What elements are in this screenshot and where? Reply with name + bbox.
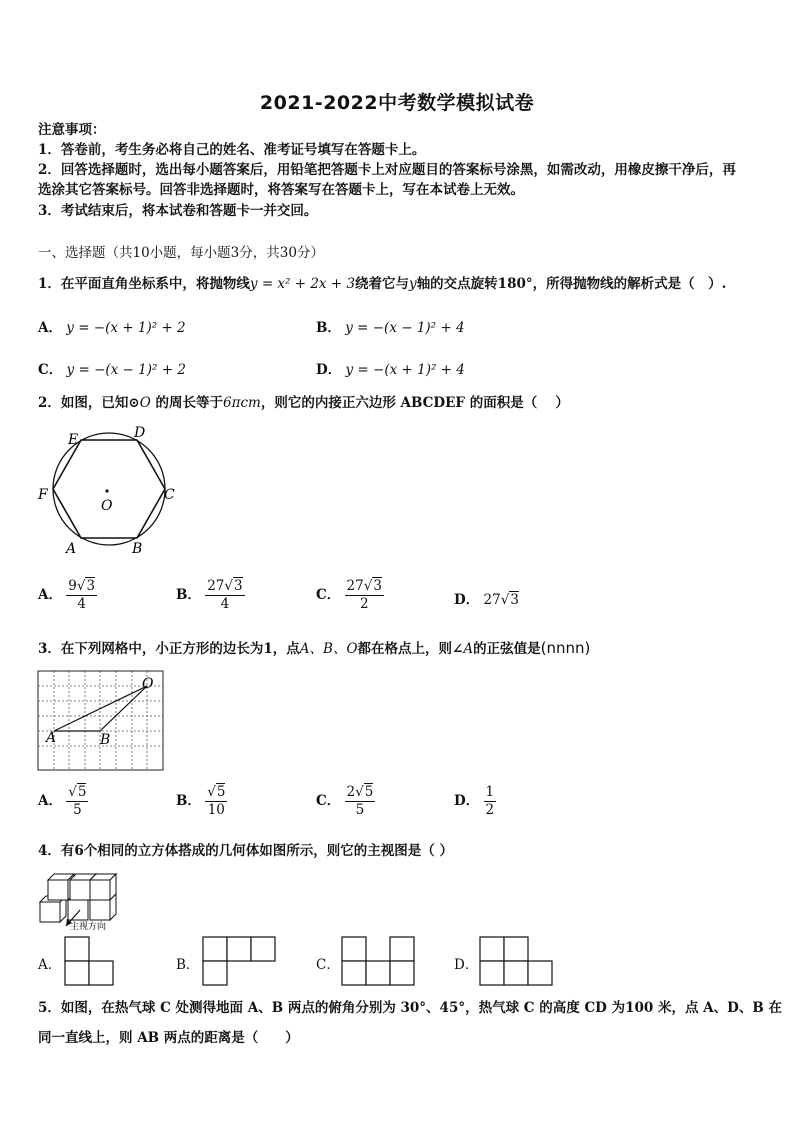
triangle-abo xyxy=(54,686,147,731)
question-5-line-1: 5．如图，在热气球 C 处测得地面 A、B 两点的俯角分别为 30°、45°，热气球 C 的高度 CD 为100 米，点 A、D、B 在 xyxy=(38,1000,782,1016)
center-point xyxy=(105,489,108,492)
notes-heading: 注意事项： xyxy=(38,122,106,138)
q3-option-a[interactable]: A． $\frac{√5}{5}$ xyxy=(38,784,87,818)
q2-option-d[interactable]: D． 27√3 xyxy=(454,592,519,608)
q4-option-a-figure[interactable] xyxy=(64,936,116,986)
q4-option-a-label[interactable]: A． xyxy=(38,957,62,973)
page-title: 2021-2022中考数学模拟试卷 xyxy=(259,92,535,114)
question-1: 1．在平面直角坐标系中，将抛物线y = x² + 2x + 3绕着它与y轴的交点旋转180°，所得抛物线的解析式是（ ）. xyxy=(38,276,727,292)
circle-o xyxy=(53,433,165,545)
section-heading: 一、选择题（共10小题，每小题3分，共30分） xyxy=(38,245,324,261)
notes-line-1: 1．答卷前，考生务必将自己的姓名、准考证号填写在答题卡上。 xyxy=(38,142,426,158)
q2-option-b[interactable]: B． $\frac{27√3}{4}$ xyxy=(176,578,243,612)
notes-line-2b: 选涂其它答案标号。回答非选择题时，将答案写在答题卡上，写在本试卷上无效。 xyxy=(38,182,524,198)
hexagon-figure xyxy=(36,422,186,557)
question-3: 3．在下列网格中，小正方形的边长为1，点A、B、O都在格点上，则∠A的正弦值是(nnnn) xyxy=(38,639,591,657)
label-f: F xyxy=(38,487,48,503)
q4-option-c-figure[interactable] xyxy=(341,936,417,986)
label-d: D xyxy=(134,425,146,441)
hexagon-abcdef xyxy=(53,440,165,538)
label-o: O xyxy=(142,676,154,692)
q1-option-d[interactable]: D． y = −(x + 1)² + 4 xyxy=(316,362,465,378)
question-2: 2．如图，已知⊙O 的周长等于6πcm，则它的内接正六边形 ABCDEF 的面积是（ ） xyxy=(38,395,569,411)
q1-option-c[interactable]: C． y = −(x − 1)² + 2 xyxy=(38,362,186,378)
q1-option-b[interactable]: B． y = −(x − 1)² + 4 xyxy=(316,320,465,336)
label-b: B xyxy=(132,541,143,557)
q3-option-b[interactable]: B． $\frac{√5}{10}$ xyxy=(176,784,226,818)
q4-option-b-label[interactable]: B． xyxy=(176,957,200,973)
label-o: O xyxy=(101,498,113,514)
q4-option-c-label[interactable]: C． xyxy=(316,957,340,973)
q1-option-a[interactable]: A． y = −(x + 1)² + 2 xyxy=(38,320,186,336)
question-4: 4．有6个相同的立方体搭成的几何体如图所示，则它的主视图是（ ） xyxy=(38,843,453,859)
notes-line-3: 3．考试结束后，将本试卷和答题卡一并交回。 xyxy=(38,203,318,219)
label-a: A xyxy=(46,730,57,746)
q2-option-c[interactable]: C． $\frac{27√3}{2}$ xyxy=(316,578,382,612)
q3-option-c[interactable]: C． $\frac{2√5}{5}$ xyxy=(316,784,374,818)
q3-option-d[interactable]: D． $\frac{1}{2}$ xyxy=(454,784,495,818)
q4-option-d-figure[interactable] xyxy=(479,936,555,986)
label-e: E xyxy=(68,432,79,448)
q4-option-b-figure[interactable] xyxy=(202,936,278,986)
cubes-figure xyxy=(36,866,126,930)
grid-figure xyxy=(36,669,166,773)
question-5-line-2: 同一直线上，则 AB 两点的距离是（ ） xyxy=(38,1030,299,1046)
direction-label: 主视方向 xyxy=(70,922,107,930)
q2-option-a[interactable]: A． $\frac{9√3}{4}$ xyxy=(38,578,96,612)
label-b: B xyxy=(100,732,111,748)
q4-option-d-label[interactable]: D． xyxy=(454,957,479,973)
label-a: A xyxy=(66,541,77,557)
label-c: C xyxy=(164,487,175,503)
notes-line-2a: 2．回答选择题时，选出每小题答案后，用铅笔把答题卡上对应题目的答案标号涂黑，如需改动，用橡皮擦干净后，再 xyxy=(38,162,736,178)
